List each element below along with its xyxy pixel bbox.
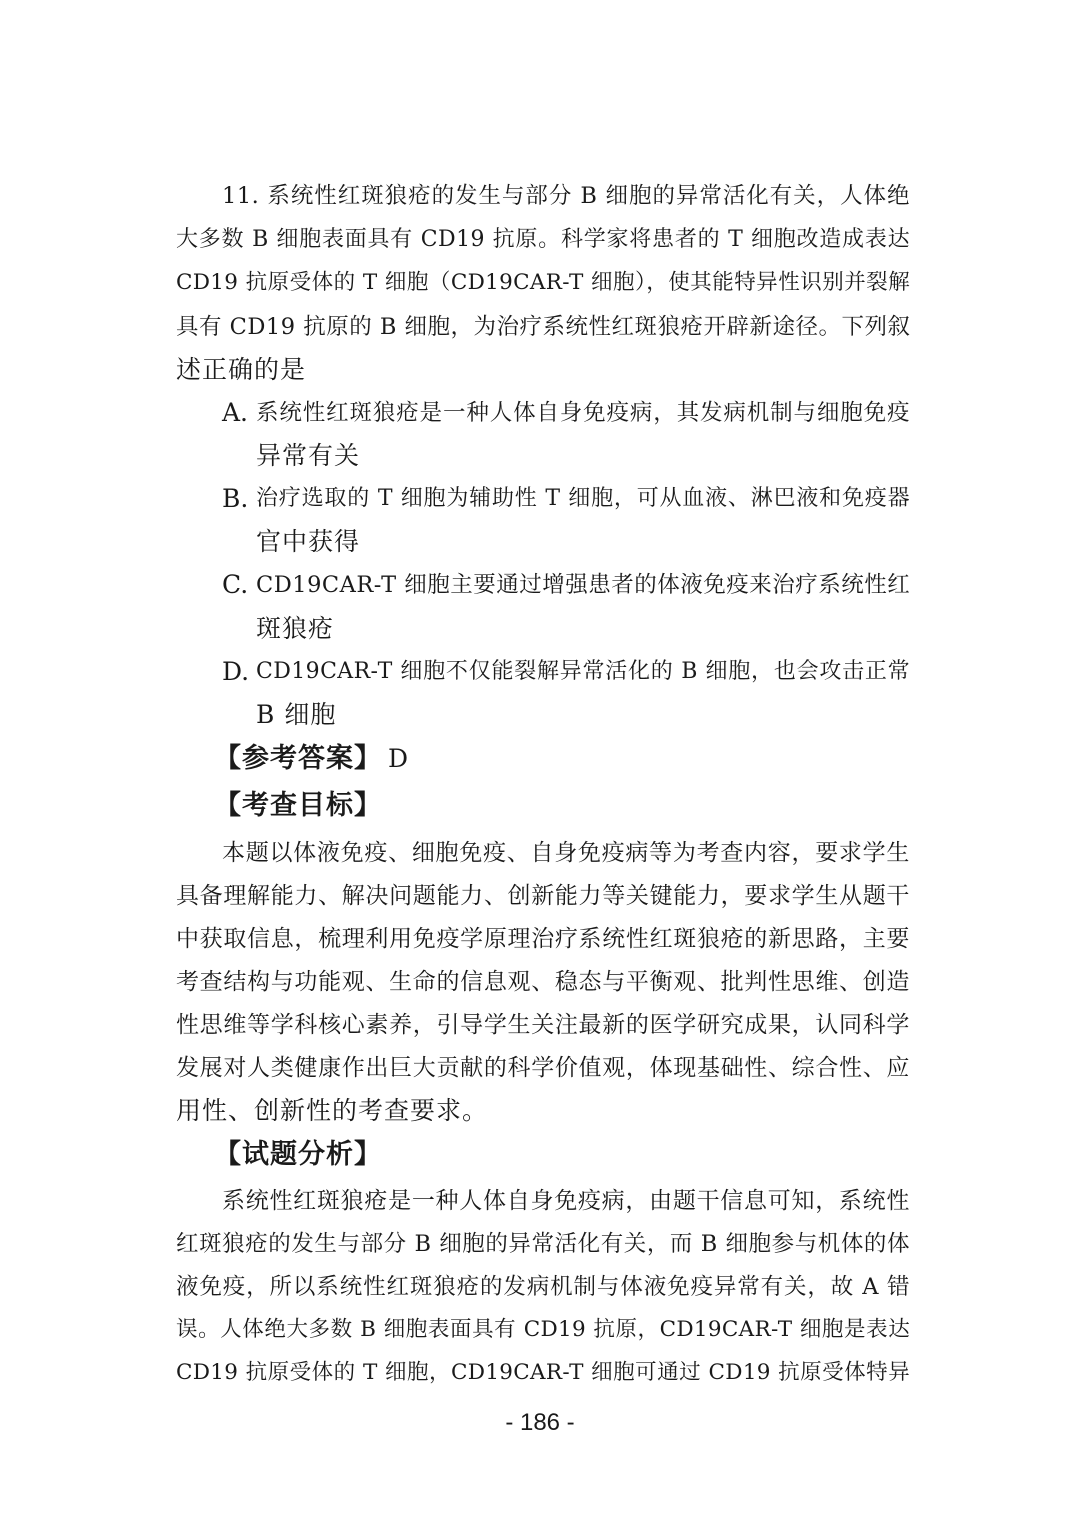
answer-section [214,743,409,775]
option-letter: D. [222,657,250,686]
analysis-line-4: 误。人体绝大多数 B 细胞表面具有 CD19 抗原，CD19CAR-T 细胞是表达 [176,1317,910,1342]
answer-value: D [388,744,410,773]
option-text-line: CD19CAR-T 细胞主要通过增强患者的体液免疫来治疗系统性红 [256,572,911,598]
option-text-line: 官中获得 [256,527,361,556]
analysis-line-1: 系统性红斑狼疮是一种人体自身免疫病，由题干信息可知，系统性 [222,1188,910,1214]
analysis-heading: 【试题分析】 [214,1139,382,1170]
objective-line-2: 具备理解能力、解决问题能力、创新能力等关键能力，要求学生从题干 [176,883,910,909]
objective-line-3: 中获取信息，梳理利用免疫学原理治疗系统性红斑狼疮的新思路，主要 [176,926,910,952]
option-text-line: CD19CAR-T 细胞不仅能裂解异常活化的 B 细胞，也会攻击正常 [256,659,910,684]
option-text-line: B 细胞 [256,700,337,729]
option-text-line: 治疗选取的 T 细胞为辅助性 T 细胞，可从血液、淋巴液和免疫器 [256,486,910,511]
objective-line-4: 考查结构与功能观、生命的信息观、稳态与平衡观、批判性思维、创造 [176,969,910,995]
option-text-line: 异常有关 [256,441,361,470]
analysis-line-2: 红斑狼疮的发生与部分 B 细胞的异常活化有关，而 B 细胞参与机体的体 [176,1231,910,1257]
option-text-line: 系统性红斑狼疮是一种人体自身免疫病，其发病机制与细胞免疫 [256,400,910,426]
answer-heading: 【参考答案】 [214,743,382,774]
objective-line-7: 用性、创新性的考查要求。 [176,1096,489,1125]
objective-line-5: 性思维等学科核心素养，引导学生关注最新的医学研究成果，认同科学 [176,1012,910,1038]
question-stem-line-3: CD19 抗原受体的 T 细胞（CD19CAR-T 细胞），使其能特异性识别并裂解 [176,270,910,295]
question-stem-line-2: 大多数 B 细胞表面具有 CD19 抗原。科学家将患者的 T 细胞改造成表达 [176,227,910,252]
objective-line-1: 本题以体液免疫、细胞免疫、自身免疫病等为考查内容，要求学生 [222,840,910,866]
option-text-line: 斑狼疮 [256,614,335,643]
question-stem-line-5: 述正确的是 [176,355,307,384]
analysis-line-5: CD19 抗原受体的 T 细胞，CD19CAR-T 细胞可通过 CD19 抗原受体特异 [176,1360,910,1385]
option-letter: A. [222,398,249,427]
page-number: - 186 - [505,1409,575,1436]
objective-heading: 【考查目标】 [214,790,382,821]
option-letter: C. [222,570,249,599]
analysis-line-3: 液免疫，所以系统性红斑狼疮的发病机制与体液免疫异常有关，故 A 错 [176,1274,910,1300]
question-stem-line-4: 具有 CD19 抗原的 B 细胞，为治疗系统性红斑狼疮开辟新途径。下列叙 [176,314,911,340]
option-letter: B. [222,484,249,513]
question-stem-line-1: 11. 系统性红斑狼疮的发生与部分 B 细胞的异常活化有关，人体绝 [222,183,910,209]
objective-line-6: 发展对人类健康作出巨大贡献的科学价值观，体现基础性、综合性、应 [176,1055,910,1081]
